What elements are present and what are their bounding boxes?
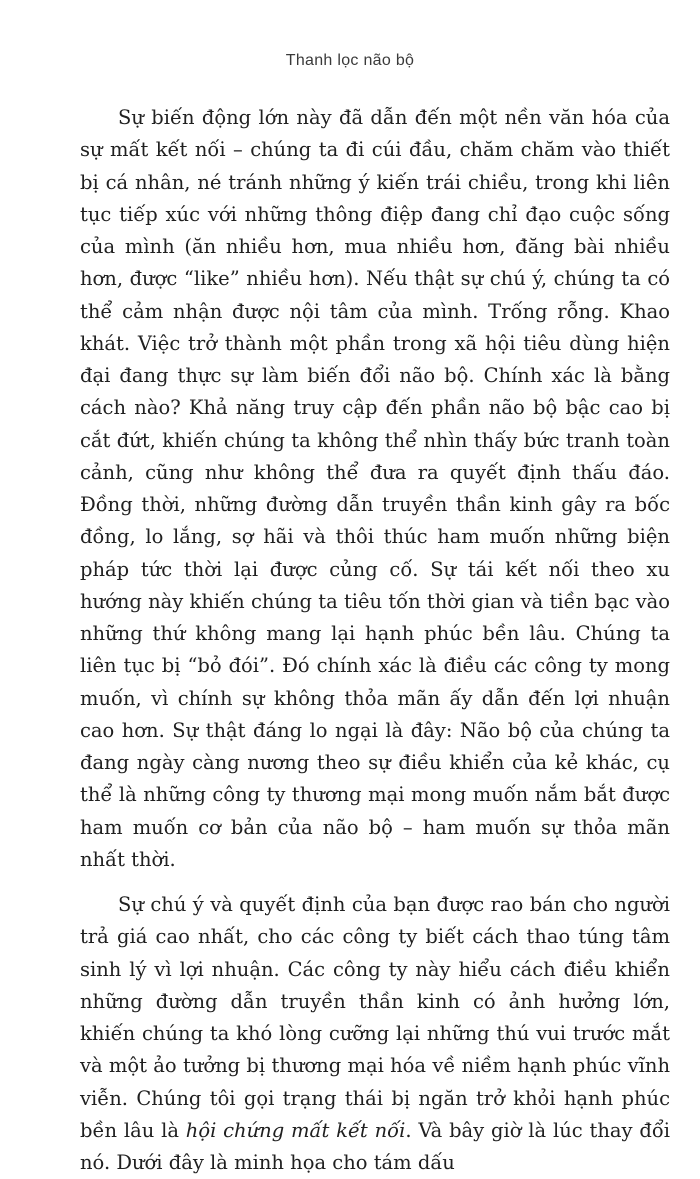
italic-term: hội chứng mất kết nối: [185, 1118, 406, 1142]
paragraph-2-text-before: Sự chú ý và quyết định của bạn được rao bán cho người trả giá cao nhất, cho các công ty biết cách thao túng tâm sinh lý vì lợi nhuận. Các công ty này hiểu cách điều khiển những đường dẫn truyền thần kinh có ảnh hưởng lớn, khiến chúng ta khó lòng cưỡng lại những thú vui trước mắt và một ảo tưởng bị thương mại hóa về niềm hạnh phúc vĩnh viễn. Chúng tôi gọi trạng thái bị ngăn trở khỏi hạnh phúc bền lâu là: [80, 893, 670, 1142]
running-header-title: Thanh lọc não bộ: [285, 52, 415, 69]
paragraph-2: [80, 889, 670, 1179]
paragraph-1: Sự biến động lớn này đã dẫn đến một nền văn hóa của sự mất kết nối – chúng ta đi cúi đầu, chăm chăm vào thiết bị cá nhân, né tránh những ý kiến trái chiều, trong khi liên tục tiếp xúc với những thông điệp đang chỉ đạo cuộc sống của mình (ăn nhiều hơn, mua nhiều hơn, đăng bài nhiều hơn, được “like” nhiều hơn). Nếu thật sự chú ý, chúng ta có thể cảm nhận được nội tâm của mình. Trống rỗng. Khao khát. Việc trở thành một phần trong xã hội tiêu dùng hiện đại đang thực sự làm biến đổi não bộ. Chính xác là bằng cách nào? Khả năng truy cập đến phần não bộ bậc cao bị cắt đứt, khiến chúng ta không thể nhìn thấy bức tranh toàn cảnh, cũng như không thể đưa ra quyết định thấu đáo. Đồng thời, những đường dẫn truyền thần kinh gây ra bốc đồng, lo lắng, sợ hãi và thôi thúc ham muốn những biện pháp tức thời lại được củng cố. Sự tái kết nối theo xu hướng này khiến chúng ta tiêu tốn thời gian và tiền bạc vào những thứ không mang lại hạnh phúc bền lâu. Chúng ta liên tục bị “bỏ đói”. Đó chính xác là điều các công ty mong muốn, vì chính sự không thỏa mãn ấy dẫn đến lợi nhuận cao hơn. Sự thật đáng lo ngại là đây: Não bộ của chúng ta đang ngày càng nương theo sự điều khiển của kẻ khác, cụ thể là những công ty thương mại mong muốn nắm bắt được ham muốn cơ bản của não bộ – ham muốn sự thỏa mãn nhất thời.: [80, 106, 670, 871]
body-text: [80, 102, 670, 1179]
paragraph-2-text-after: . Và bây giờ là lúc thay đổi nó. Dưới đây là minh họa cho tám dấu: [80, 1118, 671, 1174]
